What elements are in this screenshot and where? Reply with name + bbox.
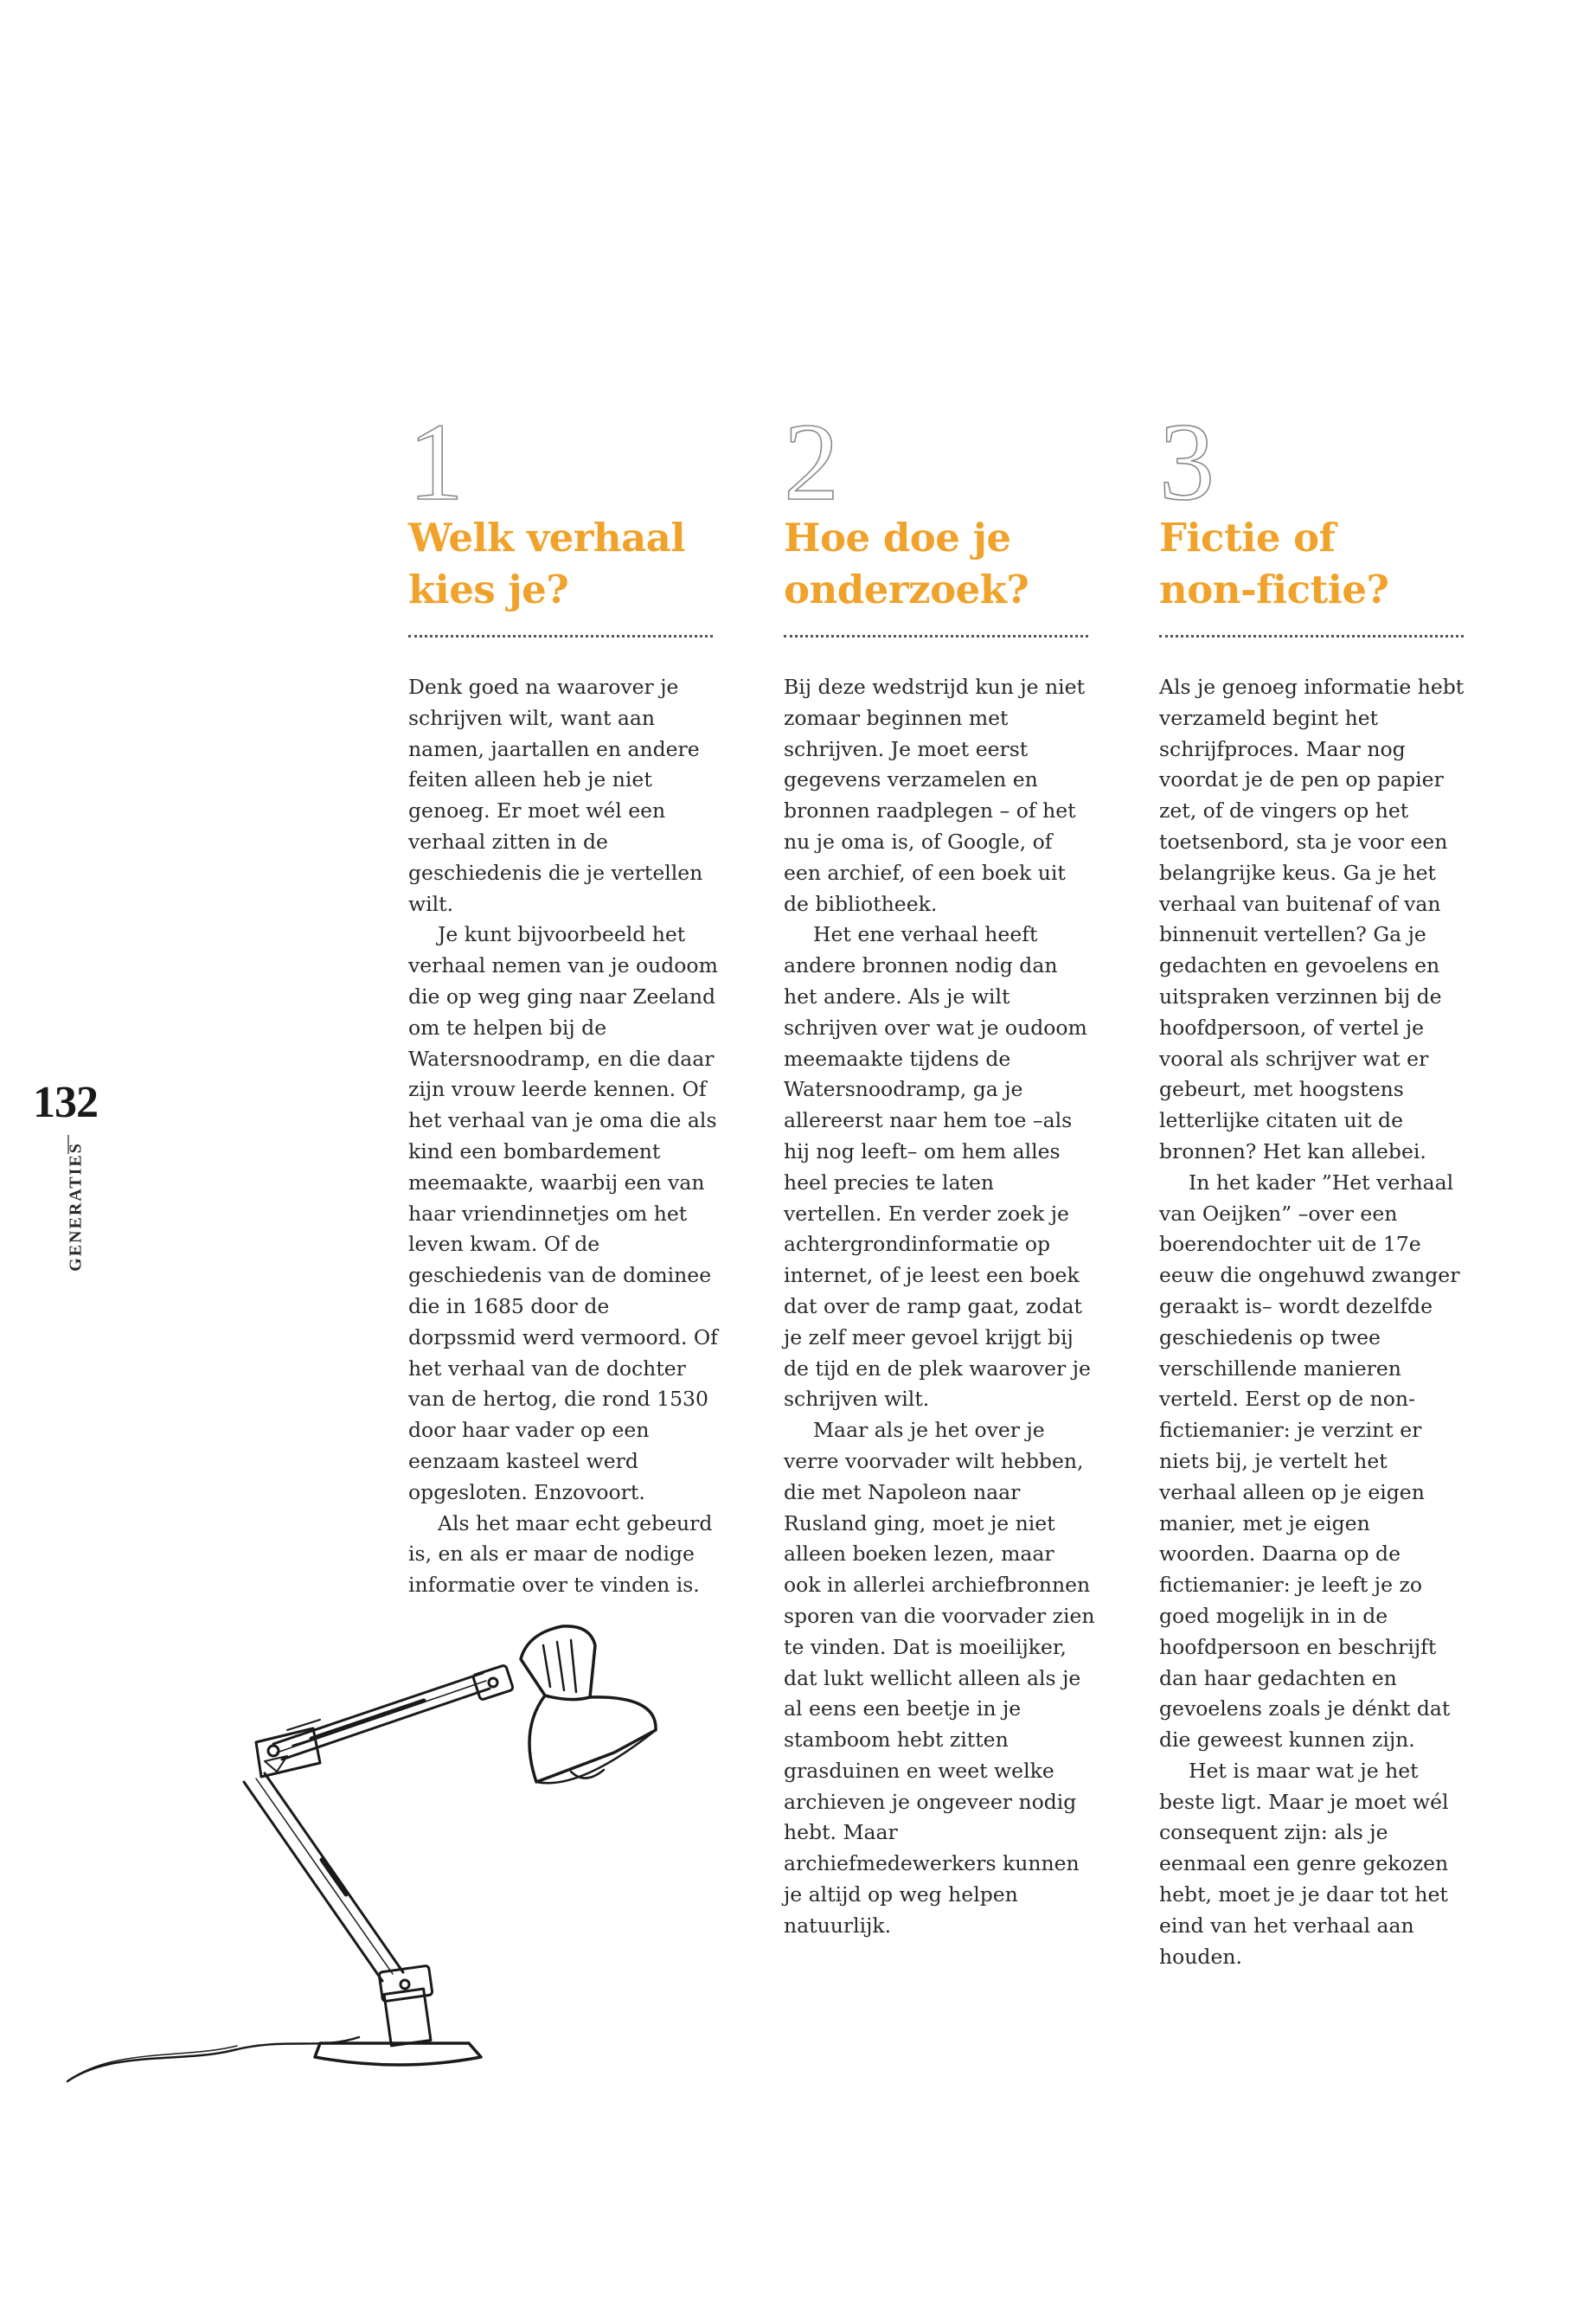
section-number: 2 — [784, 401, 839, 523]
paragraph: Je kunt bijvoorbeeld het verhaal nemen van je oudoom die op weg ging naar Zeeland om te helpen bij de Watersnoodramp, en die daar zijn vrouw leerde kennen. Of het verhaal van je oma die als kind een bombardement meemaakte, waarbij een van haar vriendinnetjes om het leven kwam. Of de geschiedenis van de dominee die in 1685 door de dorpssmid werd vermoord. Of het verhaal van de dochter van de hertog, die rond 1530 door haar vader op een eenzaam kasteel werd opgesloten. Enzovoort. — [408, 922, 718, 1504]
paragraph: Als het maar echt gebeurd is, en als er maar de nodige informatie over te vinden is. — [408, 1510, 713, 1598]
section-number: 3 — [1159, 401, 1215, 523]
paragraph: Het ene verhaal heeft andere bronnen nodig dan het andere. Als je wilt schrijven over wat je oudoom meemaakte tijdens de Watersnoodramp, ga je allereerst naar hem toe –als hij nog leeft– om hem alles heel precies te laten vertellen. En verder zoek je achtergrondinformatie op internet, of je leest een boek dat over de ramp gaat, zodat je zelf meer gevoel krijgt bij de tijd en de plek waarover je schrijven wilt. — [784, 922, 1091, 1412]
heading-line: Hoe doe je — [784, 515, 1011, 561]
section-body — [1159, 672, 1471, 1972]
section-heading — [408, 512, 728, 616]
paragraph: In het kader ”Het verhaal van Oeijken” –over een boerendochter uit de 17e eeuw die ongehuwd zwanger geraakt is– wordt dezelfde geschiedenis op twee verschillende manieren verteld. Eerst op de non-fictiemanier: je verzint er niets bij, je vertelt het verhaal alleen op je eigen manier, met je eigen woorden. Daarna op de fictiemanier: je leeft je zo goed mogelijk in in de hoofdpersoon en beschrijft dan haar gedachten en gevoelens zoals je dénkt dat die geweest kunnen zijn. — [1159, 1170, 1460, 1753]
dotted-divider — [408, 635, 713, 638]
paragraph: Als je genoeg informatie hebt verzameld begint het schrijfproces. Maar nog voordat je de pen op papier zet, of de vingers op het toetsenbord, sta je voor een belangrijke keus. Ga je het verhaal van buitenaf of van binnenuit vertellen? Ga je gedachten en gevoelens en uitspraken verzinnen bij de hoofdpersoon, of vertel je vooral als schrijver wat er gebeurt, met hoogstens letterlijke citaten uit de bronnen? Het kan allebei. — [1159, 675, 1465, 1163]
dotted-divider — [784, 635, 1088, 638]
section-heading — [1159, 512, 1479, 616]
column-1 — [408, 401, 728, 1601]
dotted-divider — [1159, 635, 1464, 638]
paragraph: Bij deze wedstrijd kun je niet zomaar beginnen met schrijven. Je moet eerst gegevens verzamelen en bronnen raadplegen – of het nu je oma is, of Google, of een archief, of een boek uit de bibliotheek. — [784, 675, 1086, 916]
section-body — [784, 672, 1095, 1942]
paragraph: Denk goed na waarover je schrijven wilt, want aan namen, jaartallen en andere feiten alleen heb je niet genoeg. Er moet wél een verhaal zitten in de geschiedenis die je vertellen wilt. — [408, 675, 703, 916]
heading-line: Welk verhaal — [408, 515, 686, 561]
paragraph: Het is maar wat je het beste ligt. Maar je moet wél consequent zijn: als je eenmaal een genre gekozen hebt, moet je je daar tot het eind van het verhaal aan houden. — [1159, 1758, 1449, 1969]
section-number: 1 — [408, 401, 464, 523]
section-body — [408, 672, 720, 1601]
section-heading — [784, 512, 1104, 616]
page-number: 132 — [33, 1078, 98, 1127]
paragraph: Maar als je het over je verre voorvader wilt hebben, die met Napoleon naar Rusland ging, moet je niet alleen boeken lezen, maar ook in allerlei archiefbronnen sporen van die voorvader zien te vinden. Dat is moeilijker, dat lukt wellicht alleen als je al eens een beetje in je stamboom hebt zitten grasduinen en weet welke archieven je ongeveer nodig hebt. Maar archiefmedewerkers kunnen je altijd op weg helpen natuurlijk. — [784, 1418, 1095, 1938]
section-label-text: GENERATIES — [66, 1142, 86, 1272]
heading-line: kies je? — [408, 567, 569, 612]
column-3 — [1159, 401, 1479, 1972]
column-2 — [784, 401, 1104, 1942]
heading-line: Fictie of — [1159, 515, 1336, 561]
desk-lamp-icon — [61, 1600, 683, 2111]
heading-line: non-fictie? — [1159, 567, 1389, 612]
heading-line: onderzoek? — [784, 567, 1029, 612]
